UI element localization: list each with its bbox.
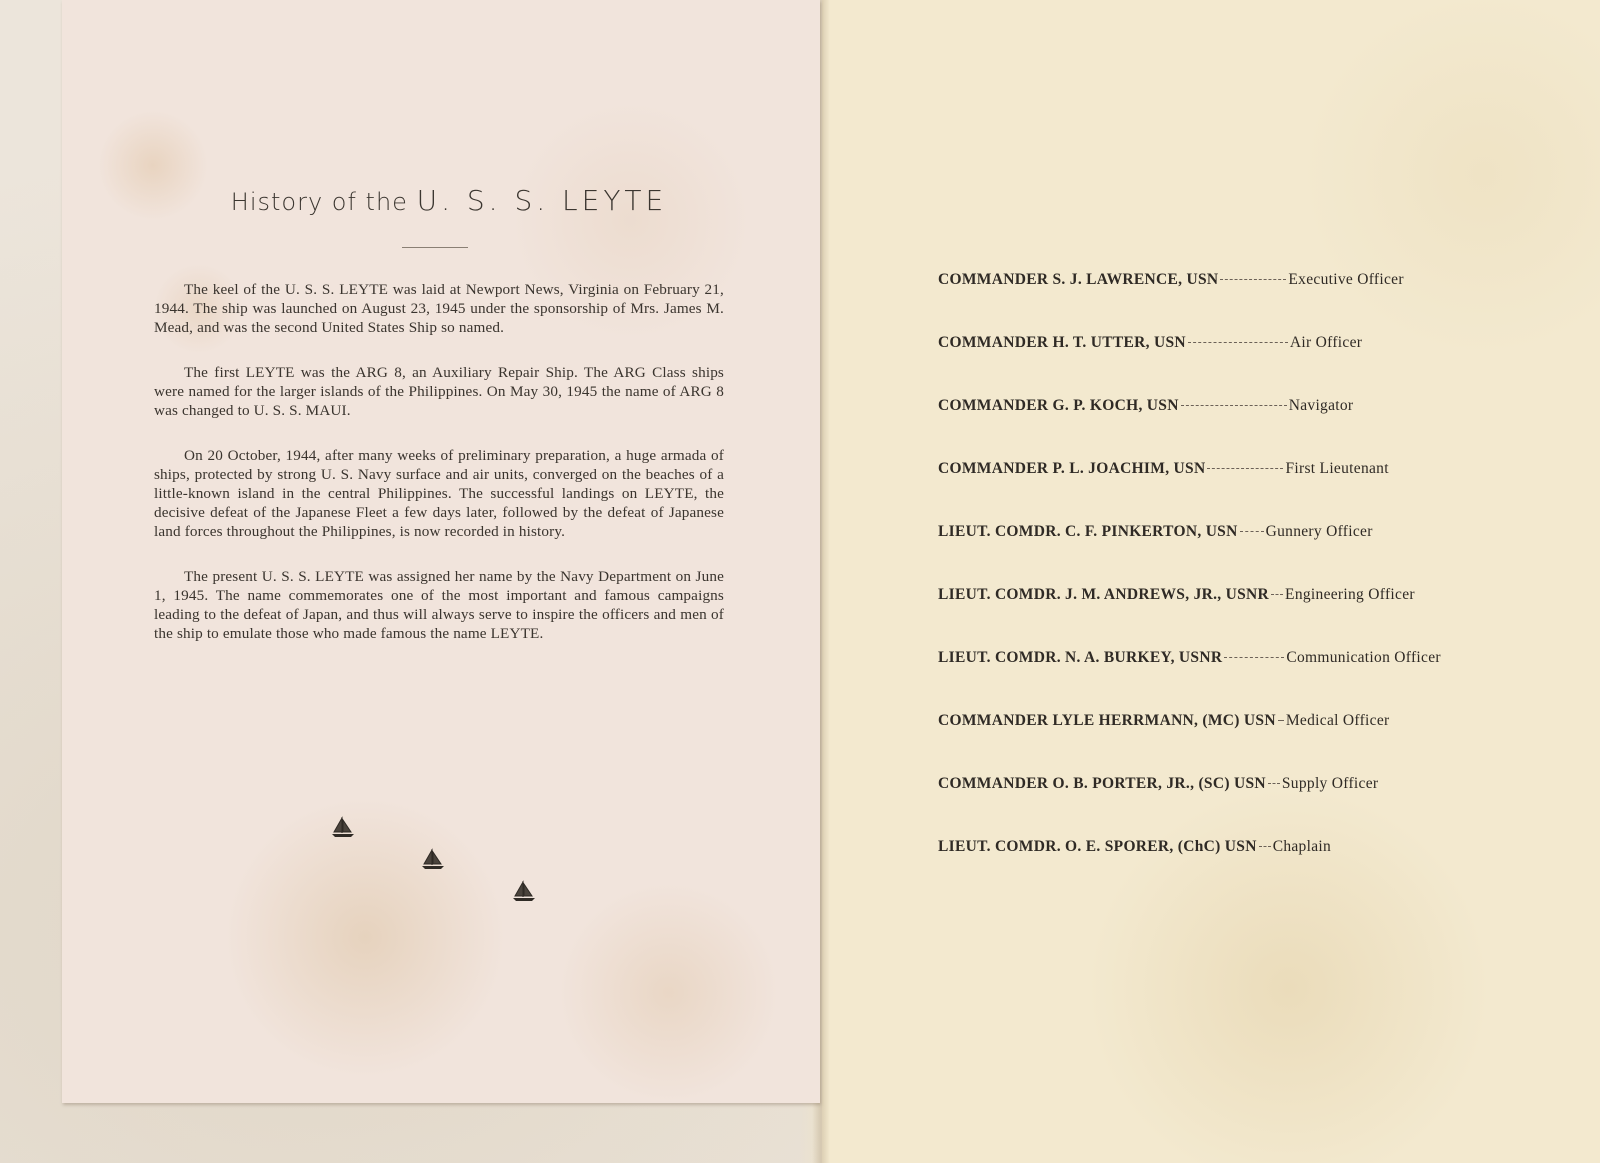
history-paragraph: The keel of the U. S. S. LEYTE was laid at Newport News, Virginia on February 21, 1944. The ship was launched on August 23, 1945 under the sponsorship of Mrs. James M. Mead, and was the second United States Ship so named. (154, 281, 724, 336)
history-paragraph: On 20 October, 1944, after many weeks of preliminary preparation, a huge armada of ships, protected by strong U. S. Navy surface and air units, converged on the beaches of a little-known island in the central Philippines. The successful landings on LEYTE, the decisive defeat of the Japanese Fleet a few days later, followed by the defeat of Japanese land forces throughout the Philippines, is now recorded in history. (154, 447, 724, 540)
leader-dots (1207, 467, 1283, 469)
officer-row (938, 268, 1404, 292)
right-page (822, 0, 1600, 1163)
officer-name: COMMANDER P. L. JOACHIM, USN (938, 460, 1206, 477)
title-ship-name: U. S. S. LEYTE (416, 184, 668, 217)
officer-post: Medical Officer (1285, 712, 1390, 729)
leader-dots (1271, 593, 1283, 595)
leader-dots (1278, 719, 1284, 721)
officer-row (938, 772, 1378, 796)
officer-name: COMMANDER S. J. LAWRENCE, USN (938, 271, 1219, 288)
officer-row (938, 835, 1331, 859)
officer-post: Communication Officer (1286, 649, 1441, 666)
officer-row (938, 394, 1353, 418)
officer-post: Supply Officer (1281, 775, 1379, 792)
history-page (62, 0, 820, 1103)
leader-dots (1240, 530, 1264, 532)
officer-name: COMMANDER G. P. KOCH, USN (938, 397, 1179, 414)
leader-dots (1268, 782, 1280, 784)
leader-dots (1224, 656, 1284, 658)
officer-row (938, 646, 1441, 670)
officer-name: COMMANDER LYLE HERRMANN, (MC) USN (938, 712, 1276, 729)
history-paragraph: The present U. S. S. LEYTE was assigned her name by the Navy Department on June 1, 1945. The name commemorates one of the most important and famous campaigns leading to the defeat of Japan, and thus will always serve to inspire the officers and men of the ship to emulate those who made famous the name LEYTE. (154, 568, 724, 642)
history-paragraph: The first LEYTE was the ARG 8, an Auxiliary Repair Ship. The ARG Class ships were named for the larger islands of the Philippines. On May 30, 1945 the name of ARG 8 was changed to U. S. S. MAUI. (154, 364, 724, 419)
officer-row (938, 520, 1373, 544)
officer-name: LIEUT. COMDR. O. E. SPORER, (ChC) USN (938, 838, 1257, 855)
officer-post: Navigator (1288, 397, 1354, 414)
officer-post: Chaplain (1272, 838, 1332, 855)
history-body (154, 280, 724, 669)
officer-name: COMMANDER O. B. PORTER, JR., (SC) USN (938, 775, 1266, 792)
page-title (70, 184, 828, 217)
leader-dots (1188, 341, 1288, 343)
officer-post: Air Officer (1289, 334, 1363, 351)
leader-dots (1220, 278, 1286, 280)
officer-name: LIEUT. COMDR. J. M. ANDREWS, JR., USNR (938, 586, 1270, 603)
officer-row (938, 457, 1389, 481)
sailboat-icon (419, 846, 447, 872)
officer-post: Engineering Officer (1285, 586, 1415, 603)
officer-post: Gunnery Officer (1265, 523, 1373, 540)
officer-post: Executive Officer (1288, 271, 1404, 288)
officer-row (938, 583, 1415, 607)
leader-dots (1259, 845, 1271, 847)
title-prefix: History of the (230, 188, 408, 216)
officer-post: First Lieutenant (1285, 460, 1389, 477)
leader-dots (1181, 404, 1287, 406)
officer-row (938, 709, 1389, 733)
officer-name: LIEUT. COMDR. C. F. PINKERTON, USN (938, 523, 1238, 540)
title-divider (402, 247, 468, 248)
sailboat-icon (510, 878, 538, 904)
officer-name: LIEUT. COMDR. N. A. BURKEY, USNR (938, 649, 1223, 666)
officer-row (938, 331, 1362, 355)
sailboat-icon (329, 814, 357, 840)
officer-name: COMMANDER H. T. UTTER, USN (938, 334, 1186, 351)
